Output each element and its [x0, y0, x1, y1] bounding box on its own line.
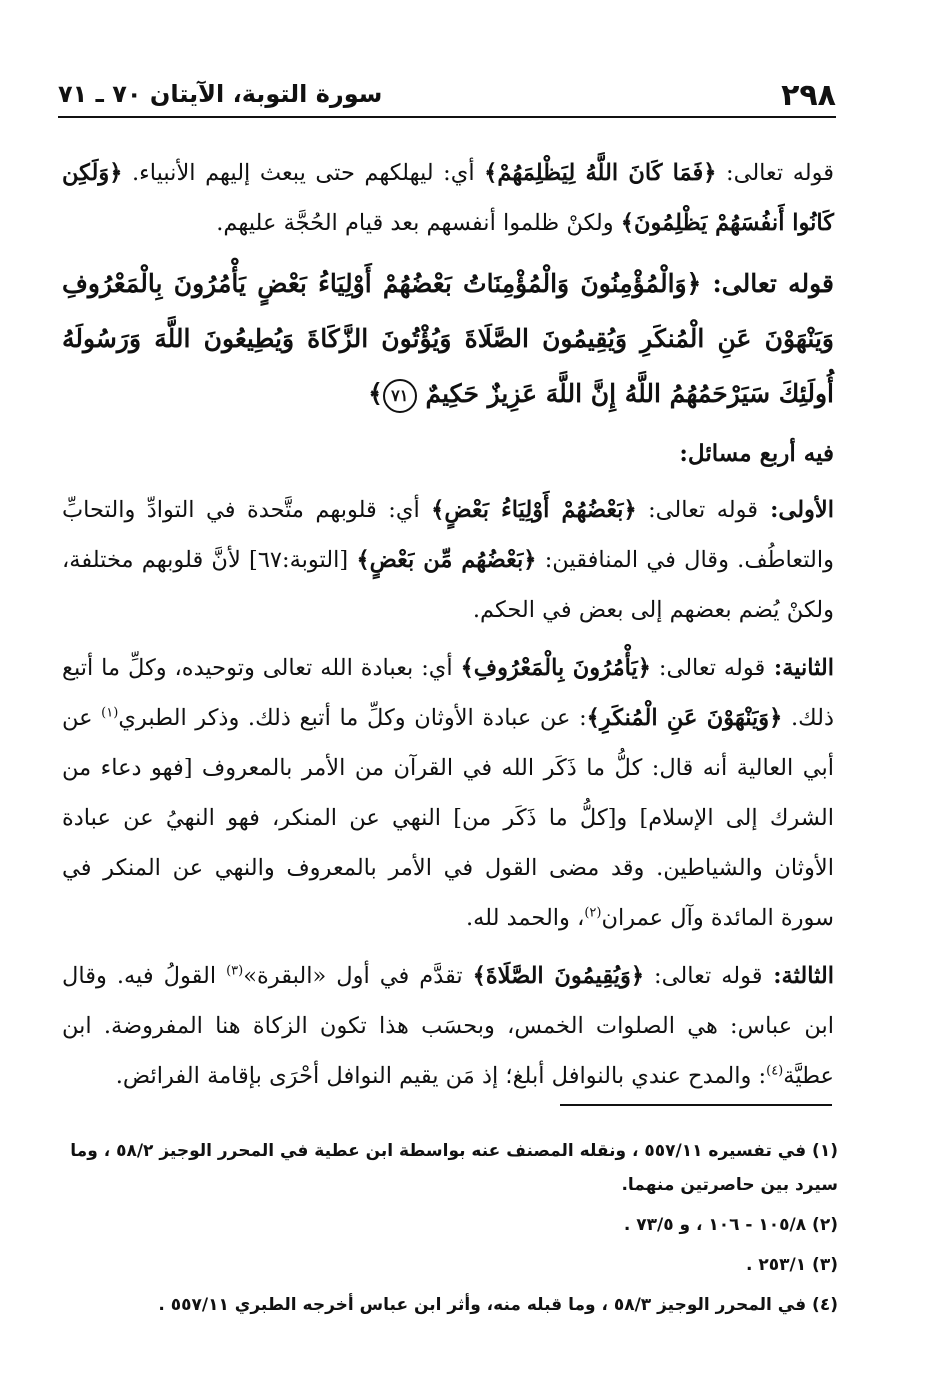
text-run: أي: ليهلكهم حتى يبعث إليهم الأنبياء.	[122, 160, 485, 186]
text-run: قوله تعالى:	[716, 160, 835, 186]
running-title: سورة التوبة، الآيتان ٧٠ ـ ٧١	[58, 80, 383, 108]
issue-label: الثالثة:	[762, 963, 834, 989]
text-run: ولكنْ ظلموا أنفسهم بعد قيام الحُجَّة عليهم.	[216, 210, 621, 236]
footnote: (٤) في المحرر الوجيز ٥٨/٣ ، وما قبله منه، وأثر ابن عباس أخرجه الطبري ٥٥٧/١١ .	[158, 1295, 838, 1315]
text-run: قوله تعالى:	[636, 497, 758, 523]
footnote: (٢) ١٠٥/٨ - ١٠٦ ، و ٧٣/٥ .	[623, 1215, 838, 1235]
footnotes	[50, 1134, 838, 1328]
quran-quote: ﴿وَيُقِيمُونَ الصَّلَاةَ﴾	[472, 963, 645, 989]
main-text	[62, 148, 834, 1109]
quran-quote: ﴿يَأْمُرُونَ بِالْمَعْرُوفِ﴾	[460, 655, 651, 681]
paragraph-intro	[62, 148, 834, 248]
quran-quote: ﴿وَلَكِن كَانُوا أَنفُسَهُمْ يَظْلِمُونَ﴾	[62, 160, 834, 236]
section-heading: فيه أربع مسائل:	[679, 440, 834, 467]
text-run: ، والحمد لله.	[465, 905, 585, 931]
issue-second	[62, 643, 834, 943]
issue-label: الأولى:	[758, 497, 834, 523]
ayah-number-marker: ٧١	[383, 379, 417, 413]
quran-quote: ﴿فَمَا كَانَ اللَّهُ لِيَظْلِمَهُمْ﴾	[484, 160, 717, 186]
footnote-ref: (٢)	[584, 905, 602, 921]
footnote: (١) في تفسيره ٥٥٧/١١ ، ونقله المصنف عنه بواسطة ابن عطية في المحرر الوجيز ٥٨/٢ ، وما سيرد بين حاصرتين منهما.	[70, 1141, 838, 1195]
verse-text: ﴿وَالْمُؤْمِنُونَ وَالْمُؤْمِنَاتُ بَعْضُهُمْ أَوْلِيَاءُ بَعْضٍ يَأْمُرُونَ بِالْمَعْرُوفِ وَيَنْهَوْنَ عَنِ الْمُنكَرِ وَيُقِيمُونَ الصَّلَاةَ وَيُؤْتُونَ الزَّكَاةَ وَيُطِيعُونَ اللَّهَ وَرَسُولَهُ أُولَئِكَ سَيَرْحَمُهُمُ اللَّهُ إِنَّ اللَّهَ عَزِيزٌ حَكِيمٌ	[62, 269, 834, 408]
text-run: عن أبي العالية أنه قال: كلُّ ما ذَكَر الله في القرآن من الأمر بالمعروف [فهو دعاء من الشرك إلى الإسلام] و[كلُّ ما ذَكَر من] النهي عن المنكر، فهو النهيُ عن عبادة الأوثان والشياطين. وقد مضى القول في الأمر بالمعروف والنهي عن المنكر في سورة المائدة وآل عمران	[62, 705, 834, 931]
text-run: : عن عبادة الأوثان وكلِّ ما أتبع ذلك. وذكر الطبري	[118, 705, 587, 731]
footnote-separator	[560, 1104, 832, 1106]
quran-quote: ﴿وَيَنْهَوْنَ عَنِ الْمُنكَرِ﴾	[586, 705, 783, 731]
issue-third	[62, 951, 834, 1101]
quran-quote: ﴿بَعْضُهُم مِّن بَعْضٍ﴾	[356, 547, 537, 573]
text-run: قوله تعالى:	[644, 963, 763, 989]
text-run: : والمدح عندي بالنوافل أبلغ؛ إذ مَن يقيم النوافل أحْرَى بإقامة الفرائض.	[115, 1063, 767, 1089]
text-run: تقدَّم في أول «البقرة»	[243, 963, 473, 989]
footnote-ref: (٣)	[226, 963, 244, 979]
page-header	[58, 72, 836, 118]
footnote-ref: (٤)	[766, 1063, 784, 1079]
text-run: أي: قلوبهم متَّحدة في التوادِّ والتحابِّ والتعاطُف. وقال في المنافقين:	[62, 497, 834, 573]
page-number: ٢٩٨	[781, 78, 836, 113]
verse-label: قوله تعالى:	[701, 269, 834, 298]
text-run: أي: بعبادة الله تعالى وتوحيده، وكلِّ ما أتبع ذلك.	[62, 655, 834, 731]
text-run: القولُ فيه. وقال ابن عباس: هي الصلوات الخمس، وبحسَب هذا تكون الزكاة هنا المفروضة. ابن عطيَّة	[62, 963, 834, 1089]
verse-block	[62, 256, 834, 421]
text-run: [التوبة:٦٧] لأنَّ قلوبهم مختلفة، ولكنْ يُضم بعضهم إلى بعض في الحكم.	[62, 547, 834, 623]
issue-first	[62, 485, 834, 635]
issue-label: الثانية:	[765, 655, 834, 681]
footnote-ref: (١)	[101, 705, 119, 721]
text-run: قوله تعالى:	[650, 655, 766, 681]
footnote: (٣) ٢٥٣/١ .	[746, 1255, 838, 1275]
verse-close: ﴾	[368, 379, 383, 408]
quran-quote: ﴿بَعْضُهُمْ أَوْلِيَاءُ بَعْضٍ﴾	[431, 497, 637, 523]
